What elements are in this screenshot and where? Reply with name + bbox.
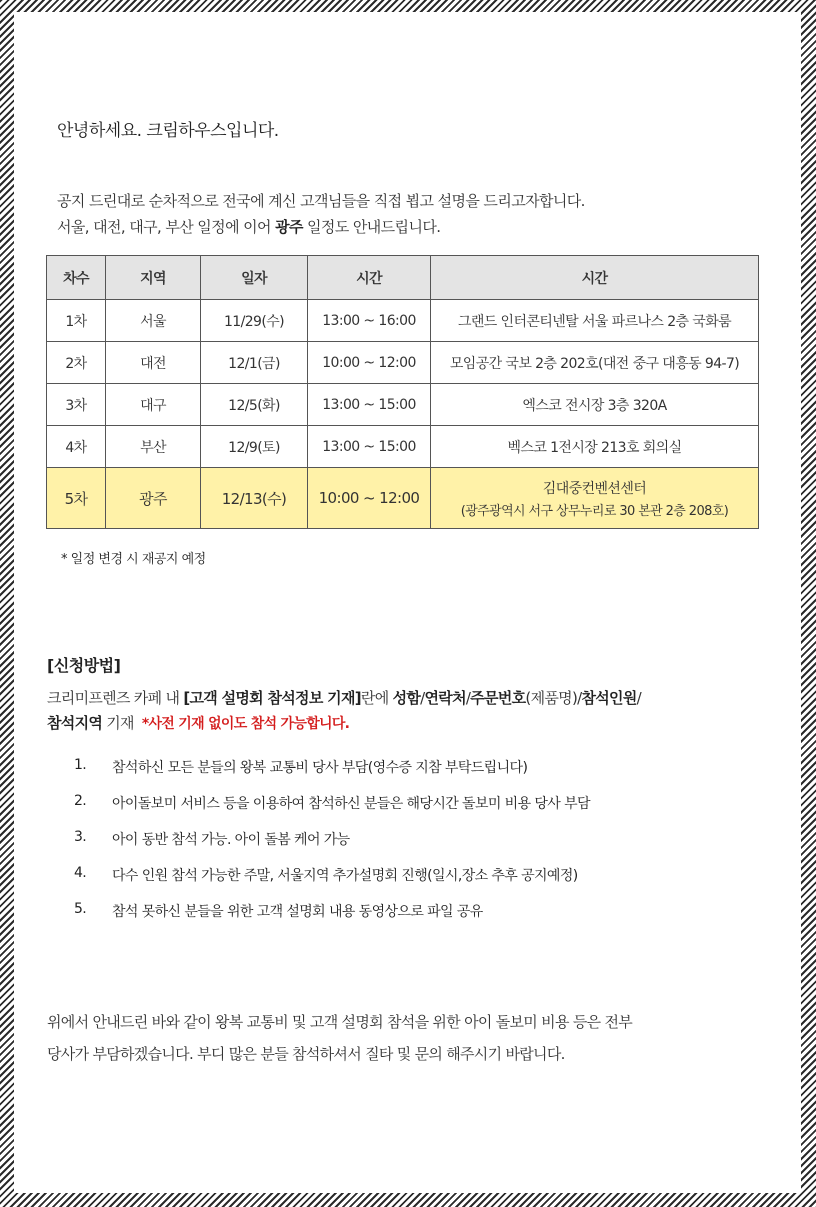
- intro-line-2-suffix: 일정도 안내드립니다.: [302, 218, 441, 236]
- apply-description: [47, 686, 767, 737]
- cell-date: 12/9(토): [201, 426, 308, 468]
- schedule-table: [46, 255, 759, 529]
- apply-section-title: [신청방법]: [47, 656, 121, 675]
- schedule-header-row: [47, 256, 759, 300]
- cell-date: 12/13(수): [201, 468, 308, 529]
- intro-line-1: 공지 드린대로 순차적으로 전국에 계신 고객님들을 직접 뵙고 설명을 드리고자합니다.: [57, 192, 585, 210]
- cell-time: 10:00 ~ 12:00: [308, 468, 431, 529]
- cell-place: [431, 468, 759, 529]
- intro-paragraph: [57, 188, 585, 240]
- apply-desc-part: 란에: [360, 689, 393, 707]
- field-name: 성함: [392, 689, 421, 707]
- place-name: 김대중컨벤션센터: [542, 480, 647, 497]
- list-item: [74, 865, 590, 901]
- list-item-text: 다수 인원 참석 가능한 주말, 서울지역 추가설명회 진행(일시,장소 추후 공지예정): [112, 868, 578, 884]
- apply-desc-part: 기재: [102, 714, 134, 732]
- intro-line-2-prefix: 서울, 대전, 대구, 부산 일정에 이어: [57, 218, 276, 236]
- apply-desc-part: /: [636, 689, 641, 707]
- field-region: 참석지역: [47, 714, 103, 732]
- greeting-text: 안녕하세요. 크림하우스입니다.: [57, 121, 279, 141]
- cell-region: 대전: [106, 342, 201, 384]
- cell-place: 벡스코 1전시장 213호 회의실: [431, 426, 759, 468]
- list-item-number: 3.: [74, 829, 87, 845]
- cell-round: 1차: [47, 300, 106, 342]
- table-row: [47, 426, 759, 468]
- cell-time: 13:00 ~ 15:00: [308, 426, 431, 468]
- intro-highlight-region: 광주: [275, 218, 303, 236]
- cell-region: 서울: [106, 300, 201, 342]
- cell-place: 그랜드 인터콘티넨탈 서울 파르나스 2층 국화룸: [431, 300, 759, 342]
- cell-round: 3차: [47, 384, 106, 426]
- closing-line-1: 위에서 안내드린 바와 같이 왕복 교통비 및 고객 설명회 참석을 위한 아이 돌보미 비용 등은 전부: [47, 1013, 633, 1031]
- apply-desc-part: 크리미프렌즈 카페 내: [47, 689, 184, 707]
- list-item-text: 아이돌보미 서비스 등을 이용하여 참석하신 분들은 해당시간 돌보미 비용 당사 부담: [112, 796, 590, 812]
- list-item: [74, 793, 590, 829]
- cell-region: 부산: [106, 426, 201, 468]
- cell-region: 대구: [106, 384, 201, 426]
- cell-date: 11/29(수): [201, 300, 308, 342]
- cell-time: 13:00 ~ 15:00: [308, 384, 431, 426]
- cell-round: 5차: [47, 468, 106, 529]
- list-item-text: 참석하신 모든 분들의 왕복 교통비 당사 부담(영수증 지참 부탁드립니다): [112, 760, 528, 776]
- cell-date: 12/5(화): [201, 384, 308, 426]
- field-order-number: 주문번호: [470, 689, 526, 707]
- header-region: 지역: [106, 256, 201, 300]
- cell-date: 12/1(금): [201, 342, 308, 384]
- closing-paragraph: [47, 1006, 767, 1070]
- list-item-number: 1.: [74, 757, 87, 773]
- cell-round: 2차: [47, 342, 106, 384]
- list-item-number: 5.: [74, 901, 87, 917]
- list-item: [74, 829, 590, 865]
- list-item-text: 참석 못하신 분들을 위한 고객 설명회 내용 동영상으로 파일 공유: [112, 904, 483, 920]
- field-attendees: 참석인원: [581, 689, 637, 707]
- header-date: 일자: [201, 256, 308, 300]
- cell-place: 모임공간 국보 2층 202호(대전 중구 대흥동 94-7): [431, 342, 759, 384]
- table-row-highlighted: [47, 468, 759, 529]
- header-time: 시간: [308, 256, 431, 300]
- cell-time: 10:00 ~ 12:00: [308, 342, 431, 384]
- place-address: (광주광역시 서구 상무누리로 30 본관 2층 208호): [460, 503, 729, 519]
- apply-desc-part: (제품명)/: [525, 689, 582, 707]
- list-item: [74, 757, 590, 793]
- cell-round: 4차: [47, 426, 106, 468]
- benefits-list: [74, 757, 590, 937]
- intro-line-2: [57, 214, 585, 240]
- cell-region: 광주: [106, 468, 201, 529]
- notice-card: [14, 12, 801, 1193]
- list-item: [74, 901, 590, 937]
- table-row: [47, 384, 759, 426]
- apply-desc-part: /: [420, 689, 425, 707]
- list-item-number: 4.: [74, 865, 87, 881]
- closing-line-2: 당사가 부담하겠습니다. 부디 많은 분들 참석하셔서 질타 및 문의 해주시기 바랍니다.: [47, 1045, 565, 1063]
- header-round: 차수: [47, 256, 106, 300]
- table-row: [47, 342, 759, 384]
- cell-place: 엑스코 전시장 3층 320A: [431, 384, 759, 426]
- list-item-number: 2.: [74, 793, 87, 809]
- schedule-note: * 일정 변경 시 재공지 예정: [61, 552, 206, 567]
- cell-time: 13:00 ~ 16:00: [308, 300, 431, 342]
- apply-board-name: [고객 설명회 참석정보 기재]: [183, 689, 361, 707]
- table-row: [47, 300, 759, 342]
- header-place: 시간: [431, 256, 759, 300]
- field-contact: 연락처: [424, 689, 466, 707]
- list-item-text: 아이 동반 참석 가능. 아이 돌봄 케어 가능: [112, 832, 350, 848]
- apply-desc-part: /: [465, 689, 471, 707]
- walk-in-notice: *사전 기재 없이도 참석 가능합니다.: [141, 716, 350, 732]
